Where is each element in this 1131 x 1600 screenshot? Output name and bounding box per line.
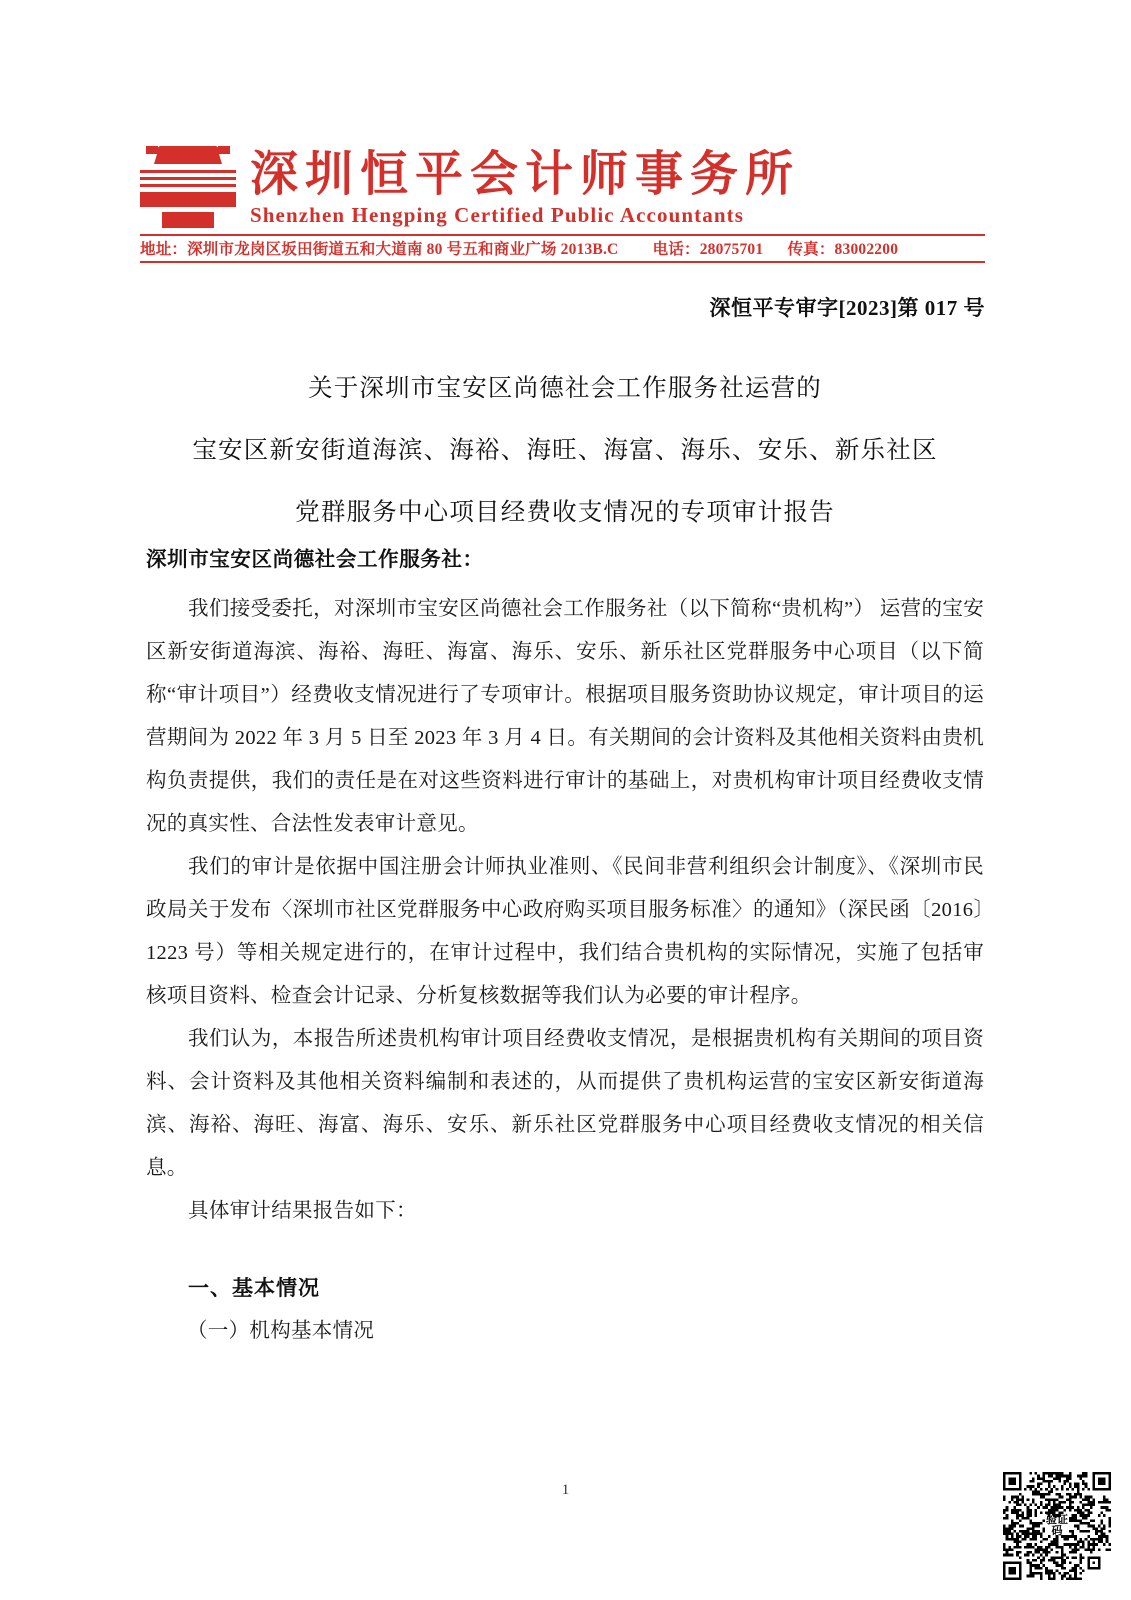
letterhead-contact-line [140, 236, 985, 261]
fax-text: 传真：83002200 [787, 241, 899, 258]
paragraph: 我们的审计是依据中国注册会计师执业准则、《民间非营利组织会计制度》、《深圳市民政局关于发布〈深圳市社区党群服务中心政府购买项目服务标准〉的通知》（深民函〔2016〕1223 号）等相关规定进行的，在审计过程中，我们结合贵机构的实际情况，实施了包括审核项目资料、检查会计记录、分析复核数据等我们认为必要的审计程序。 [146, 856, 984, 1007]
address-text: 地址：深圳市龙岗区坂田街道五和大道南 80 号五和商业广场 2013B.C [140, 241, 619, 258]
document-title [140, 358, 990, 544]
letterhead-row [140, 140, 985, 228]
hengping-logo-icon [140, 140, 236, 228]
letterhead-text [250, 150, 985, 228]
paragraph: 我们认为，本报告所述贵机构审计项目经费收支情况，是根据贵机构有关期间的项目资料、会计资料及其他相关资料编制和表述的，从而提供了贵机构运营的宝安区新安街道海滨、海裕、海旺、海富、海乐、安乐、新乐社区党群服务中心项目经费收支情况的相关信息。 [146, 1028, 984, 1179]
page-number: 1 [561, 1482, 570, 1498]
subsection-heading-org-info: （一）机构基本情况 [187, 1320, 375, 1342]
letterhead-rule-bottom [140, 261, 985, 263]
title-line-3: 党群服务中心项目经费收支情况的专项审计报告 [295, 499, 835, 526]
firm-name-en: Shenzhen Hengping Certified Public Accountants [250, 202, 744, 227]
qr-center-label: 验证码 [1046, 1514, 1068, 1537]
letterhead [140, 140, 985, 263]
title-line-1: 关于深圳市宝安区尚德社会工作服务社运营的 [308, 375, 822, 402]
firm-name-cn: 深圳恒平会计师事务所 [250, 148, 801, 202]
document-body [146, 540, 984, 1353]
paragraph: 具体审计结果报告如下： [188, 1200, 417, 1222]
document-number: 深恒平专审字[2023]第 017 号 [709, 296, 985, 320]
section-heading-basic-info: 一、基本情况 [188, 1276, 320, 1300]
title-line-2: 宝安区新安街道海滨、海裕、海旺、海富、海乐、安乐、新乐社区 [192, 437, 938, 464]
paragraph: 我们接受委托，对深圳市宝安区尚德社会工作服务社（以下简称“贵机构”） 运营的宝安区新安街道海滨、海裕、海旺、海富、海乐、安乐、新乐社区党群服务中心项目（以下简称“审计项目”）经费收支情况进行了专项审计。根据项目服务资助协议规定，审计项目的运营期间为 2022 年 3 月 5 日至 2023 年 3 月 4 日。有关期间的会计资料及其他相关资料由贵机构负责提供，我们的责任是在对这些资料进行审计的基础上，对贵机构审计项目经费收支情况的真实性、合法性发表审计意见。 [146, 598, 984, 835]
addressee: 深圳市宝安区尚德社会工作服务社： [146, 549, 484, 571]
qr-code-icon [1003, 1472, 1111, 1580]
phone-text: 电话：28075701 [652, 241, 764, 258]
